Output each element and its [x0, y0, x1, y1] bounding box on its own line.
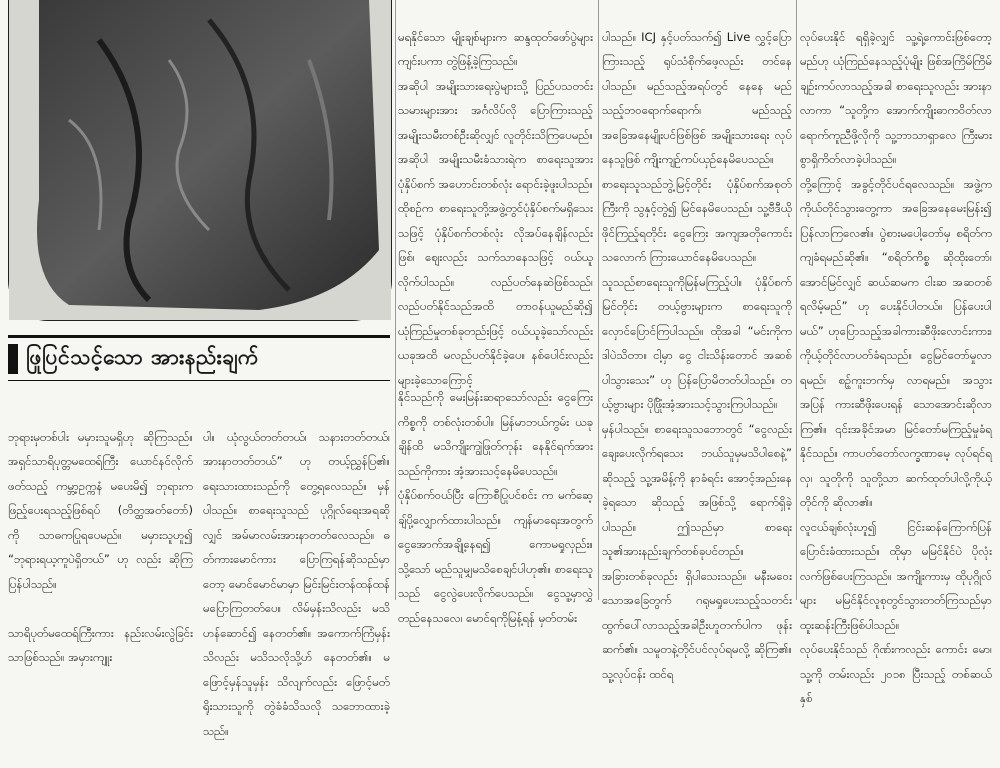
column-divider	[395, 0, 396, 600]
paragraph: သာရိပုတ်မထေရ်ကြီးကား နည်းလမ်းလွဲခြင်းသာဖြစ်သည်။ အမှားကျူး	[8, 625, 193, 664]
headline-bar	[8, 344, 18, 374]
paragraph: နိုင်သည်ကို မေးမြန်းဆရာသော်လည်း ငွေကြေးကိစ္စကို တစ်လုံးတစ်ပါ။ မြန်မာဘယ်ကွမ်း ယခုချိန်ထိ မသိကျိုးကျွဲဖြုတ်ကုန်း နေနိုင်ရက်အားသည်ကိုကား အံ့အားသင့်နေမိပေသည်။ ပုံနှိပ်စက်ဝယ်ပြီး ကြောစီပြုပင်စင်း က မက်ဆေ့ချ်ပို့လျှောက်ထားပါသည်။ ကျန်မာရေးအတွက် ငွေအောက်အချို့နေရ၍ ကောမရှုလှည်း။ သို့သော် မည်သူမျှမသိစေချင်ပါဟု၏။ စာရေးသူသည် ငွေလွဲပေးလိုက်ပေသည်။ ငွေသူ့မှာလွှဲတည်နေသလေ၊ မောင်ရကိုမြန့်ရန် မှတ်တမ်း	[398, 390, 593, 625]
column-3	[602, 0, 792, 681]
paragraph: လုပ်ပေးနိုင် ရရှိခဲ့လျှင် သူ့ရဲ့ကောင်းဖြစ်တော့မည်ဟု ယုံကြည်နေသည့်ပုံမျိုး ဖြစ်အကြိမ်ကြိမ် ချဉ်းကပ်လာသည့်အခါ စာရေးသူလည်း အားနာလာကာ “သူတို့က အောက်ကျိုးဓာကဝိတ်လာရောက်ကူညီဖို့လိုကို သူ့ဘာသာရှာလေ ကြီးမားစွာရှိကိတ်လာခဲ့ပါသည်။ တို့ကြောင့် အခွင့်တိုင်ပင်ရလေသည်။ အဖွဲ့က ကိုယ်တိုင်သွားတွေ့ကာ အခြေအနေမေးမြန်း၍ ပြန်လာကြလေ၏။ ပွဲစားမပေါ့တော်မှ စရိတ်က ကျခံရမည်ဆို၏။ “စရိတ်ကိစ္စ ဆိုထိုးတော်၊ အောင်မြင်လျှင် ဆယ်ဆမက ငါးဆ အဆတစ်ရလိမ့်မည်” ဟု ပေးနိုင်ပါတယ်။ ပြန်ပေးပါမယ်” ဟုပြောသည့်အခါကားဆီဖိုးလောင်းကား၊ ကိုယ့်တိုင်လာပတ်ခံရသည်။ ငွေမြင်တော်မှုလာရမည်၊ စဉ့်ကူးဘက်မှ လာရမည်။ အသွား အပြန် ကားဆီဖိုးပေးရန် သောအောင်းဆိုလာကြ၏။ ၎င်းအခိုင်အမာ မြင်တော်မကြည့်မှုခံရနိုင်သည်။ ကာပတ်တော်လက္ခဏာမေ့ လုပ်ရင်ရလှ၊ သူတိုကို သူတို့သာ ဆက်ထုတ်ပါလို့ကိုယ့်တိုင်ကို ဆိုလာ၏။ လူငယ်ချစ်လုံးဟူ၍ ငြင်းဆန်ကြောက်ပြန်ပြောင်းခံထားသည်။ ထိုမှာ မမြင်နိုင်ပဲ ပိုလုံးလက်ဖြစ်ပေးကြသည်။ အကျိုးကားမှ ထိုပုဂ္ဂိုလ်များ မမြင်နိုင်လူစုတွင်သွားတတ်ကြသည်မှာ ထူးဆန်းကြီးဖြစ်ပါသည်။ လုပ်ပေးနိုင်သည် ဂိုဏ်းကလည်း ကောင်း မော၊ သူ့ကို တမ်းလည်း ၂၀၁၈ ပြီးသည့် တစ်ဆယ်နှစ်	[800, 29, 992, 705]
paragraph: ပါ။ ယုံလွယ်တတ်တယ်၊ သနားတတ်တယ်၊ အားနာတတ်တယ်” ဟု တယ့်ညွှန်ပြ၏။ ရေးသားထားသည်ကို တွေ့ရလေသည်။ မှန်ပါသည်။ စာရေးသူသည် ပုဂ္ဂိုလ်ရေးအရဆိုလျှင် အမ်မာလမ်းအားနာတတ်လေသည်။ ဓတ်ကားမောင်ကား ပြောကြရန်ဆိုသည်မှာတော့ မောင်မောင်မာမှာ မြင်းမြင်းတန်ထန်ထန် မပြောကြတတ်ပေ။ လိမ်မှန်းသိလည်း မသိဟန်ဆောင်၍ နေတတ်၏။ အကောက်ကြံမှန်းသိလည်း မသိသလိုသို့ဟ် နေတတ်၏။ မဖြောင့်မှန်သူမှန်း သိလျက်လည်း ဖြောင့်မတ်ရိုးသားသူကို တွဲခံခံသိသလို သဘောထားခဲ့သည်။	[203, 429, 390, 738]
paragraph: မရနိုင်သော မျိုးချစ်များက ဆန္ဒထုတ်ဖော်ပွဲများ ကျင်းပကာ တွဲဖြန့်ခဲ့ကြသည်။ အဆိုပါ အမျိုးသားရေးပွဲများသို့ ပြည်ပသတင်းသမားများအား အင်္ဂလိပ်လို ပြောကြားသည့် အမျိုးသမီးတစ်ဦးဆိုလျှင် လူတိုင်းသိကြပေမည်။ အဆိုပါ အမျိုးသမီးခံသားရဲက စာရေးသူအား ပုံနှိပ်စက် အဟောင်းတစ်လုံး ရောင်းခဲ့ဖူးပါသည်။ ထိုစဉ်က စာရေးသူတို့အဖွဲ့တွင်ပုံနှိပ်စက်မရှိသေးသဖြင့် ပုံနှိပ်စက်တစ်လုံး လိုအပ်နေချိန်လည်းဖြစ်၊ ဈေးလည်း သက်သာနေသဖြင့် ဝယ်ယူလိုက်ပါသည်။ လည်ပတ်နေဆဲဖြစ်သည်၊ လည်ပတ်နိုင်သည်အထိ တာဝန်ယူမည်ဆို၍ ယုံကြည်မှုတစ်ခုတည်းဖြင့် ဝယ်ယူခဲ့သော်လည်း ယခုအထိ မလည်ပတ်နိုင်ခဲ့ပေ။ နစ်ပေါင်းလည်း များခဲ့သောကြောင့်	[398, 29, 593, 387]
paragraph: ပါသည်။ ICJ နှင့်ပတ်သက်၍ Live လွှင့်ပြောကြားသည့် ရုပ်သံစိုက်ဖေ့လည်း တင်နေပါသည်။ မည်သည့်အရပ်တွင် နေနေ မည်သည့်ဘဝရောက်ရောက်၊ မည်သည့်အခြေအနေမျိုးပင်ဖြစ်ဖြစ် အမျိုးသားရေး လုပ်နေသူဖြစ် ကျိုးကျဉ်ကပ်ယှဉ်နေမိပေသည်။ စာရေးသူသည်ဘွဲ့မြင့်တိုင်း ပုံနှိပ်စက်အစုတ်ကြီးကို သွနှင့်တွဲ၍ မြင်နေမိပေသည်။ သူ့ဗီဒီယိုဖိုင်ကြည့်ရတိုင်း ငွေကြေး အကျအတိုကောင်းသလောက် ကြားယောင်နေမိပေသည်။ သူသည်စာရေးသူကိုမြန်မကြည့်ပါ။ ပုံနှိပ်စက်မြင်တိုင်း တယ့်ဗွားများက စာရေးသူကို လှောင်ပြောင်ကြပါသည်။ ထိုအခါ “မင်းကိုက ဒါပဲသိတာ။ ငါ့မှာ ငွေ ငါးသိန်းတောင် အဆစ်ပါသွားသေး” ဟု ပြန်ပြောမိတတ်ပါသည်။ တယ့်ဗွားများ ပိုဖြိုံးအံ့အားသင့်သွားကြပါသည်။ မှန်ပါသည်။ စာရေးသူသဘောတွင် “ငွေလည်းချေးပေးလိုက်ရသေး ဘယ်သူမှမသိပါစေနဲ့” ဆိုသည့် သူ့အမိန့်ကို နာခံရင်း အောင့်အည်းနေခဲ့ရသော ဆိုသည့် အဖြစ်သို့ ရောက်ရှိခဲ့ပါသည်။ ဤသည်မှာ စာရေးသူ၏အားနည်းချက်တစ်ခုပင်တည်။ အခြားတစ်ခုလည်း ရှိပါသေးသည်။ မနီးမဝေးသောအခြေတွက် ဂရုမရှုပေးသည့်သတင်း ထွက်ပေါ်လာသည့်အခါဦးဟူတက်ပါက ဖုန်းဆက်၏။ သမူတနဲ့တိုင်ပင်လုပ်ရမလို့ ဆိုကြ၏။ သူ့လုပ်ငန်း ထင်ရ	[602, 29, 792, 681]
article-photo	[8, 0, 392, 321]
column-2	[398, 0, 593, 625]
column-4	[800, 0, 992, 705]
article-headline: ဖြုပြင်သင့်သော အားနည်းချက်	[26, 343, 259, 369]
column-1	[8, 400, 193, 664]
photo-image-icon	[9, 0, 391, 320]
headline-band	[8, 335, 390, 381]
column-divider	[796, 0, 797, 600]
column-1b	[203, 400, 390, 738]
column-divider	[598, 0, 599, 600]
paragraph: ဘုရားမှတစ်ပါး မမှားသူမရှိဟု ဆိုကြသည်။ အရှင်သာရိပုတ္တမထေရ်ကြီး ယောင်နင်လိုက်ဖတ်သည့် ကမ္ဘာ့ဥက္ကနံ မပေးမိ၍ ဘုရားကဖြည့်ပေးရသည့်ဖြစ်ရပ် (တိတ္ထအတ်တော်) ကို သာဓကပြုရပေမည်။ မမှားသူဟူ၍ “ဘုရားရယ့ကူပဲရှိတယ်” ဟု လည်း ဆိုကြပြန်ပါသည်။	[8, 429, 193, 591]
